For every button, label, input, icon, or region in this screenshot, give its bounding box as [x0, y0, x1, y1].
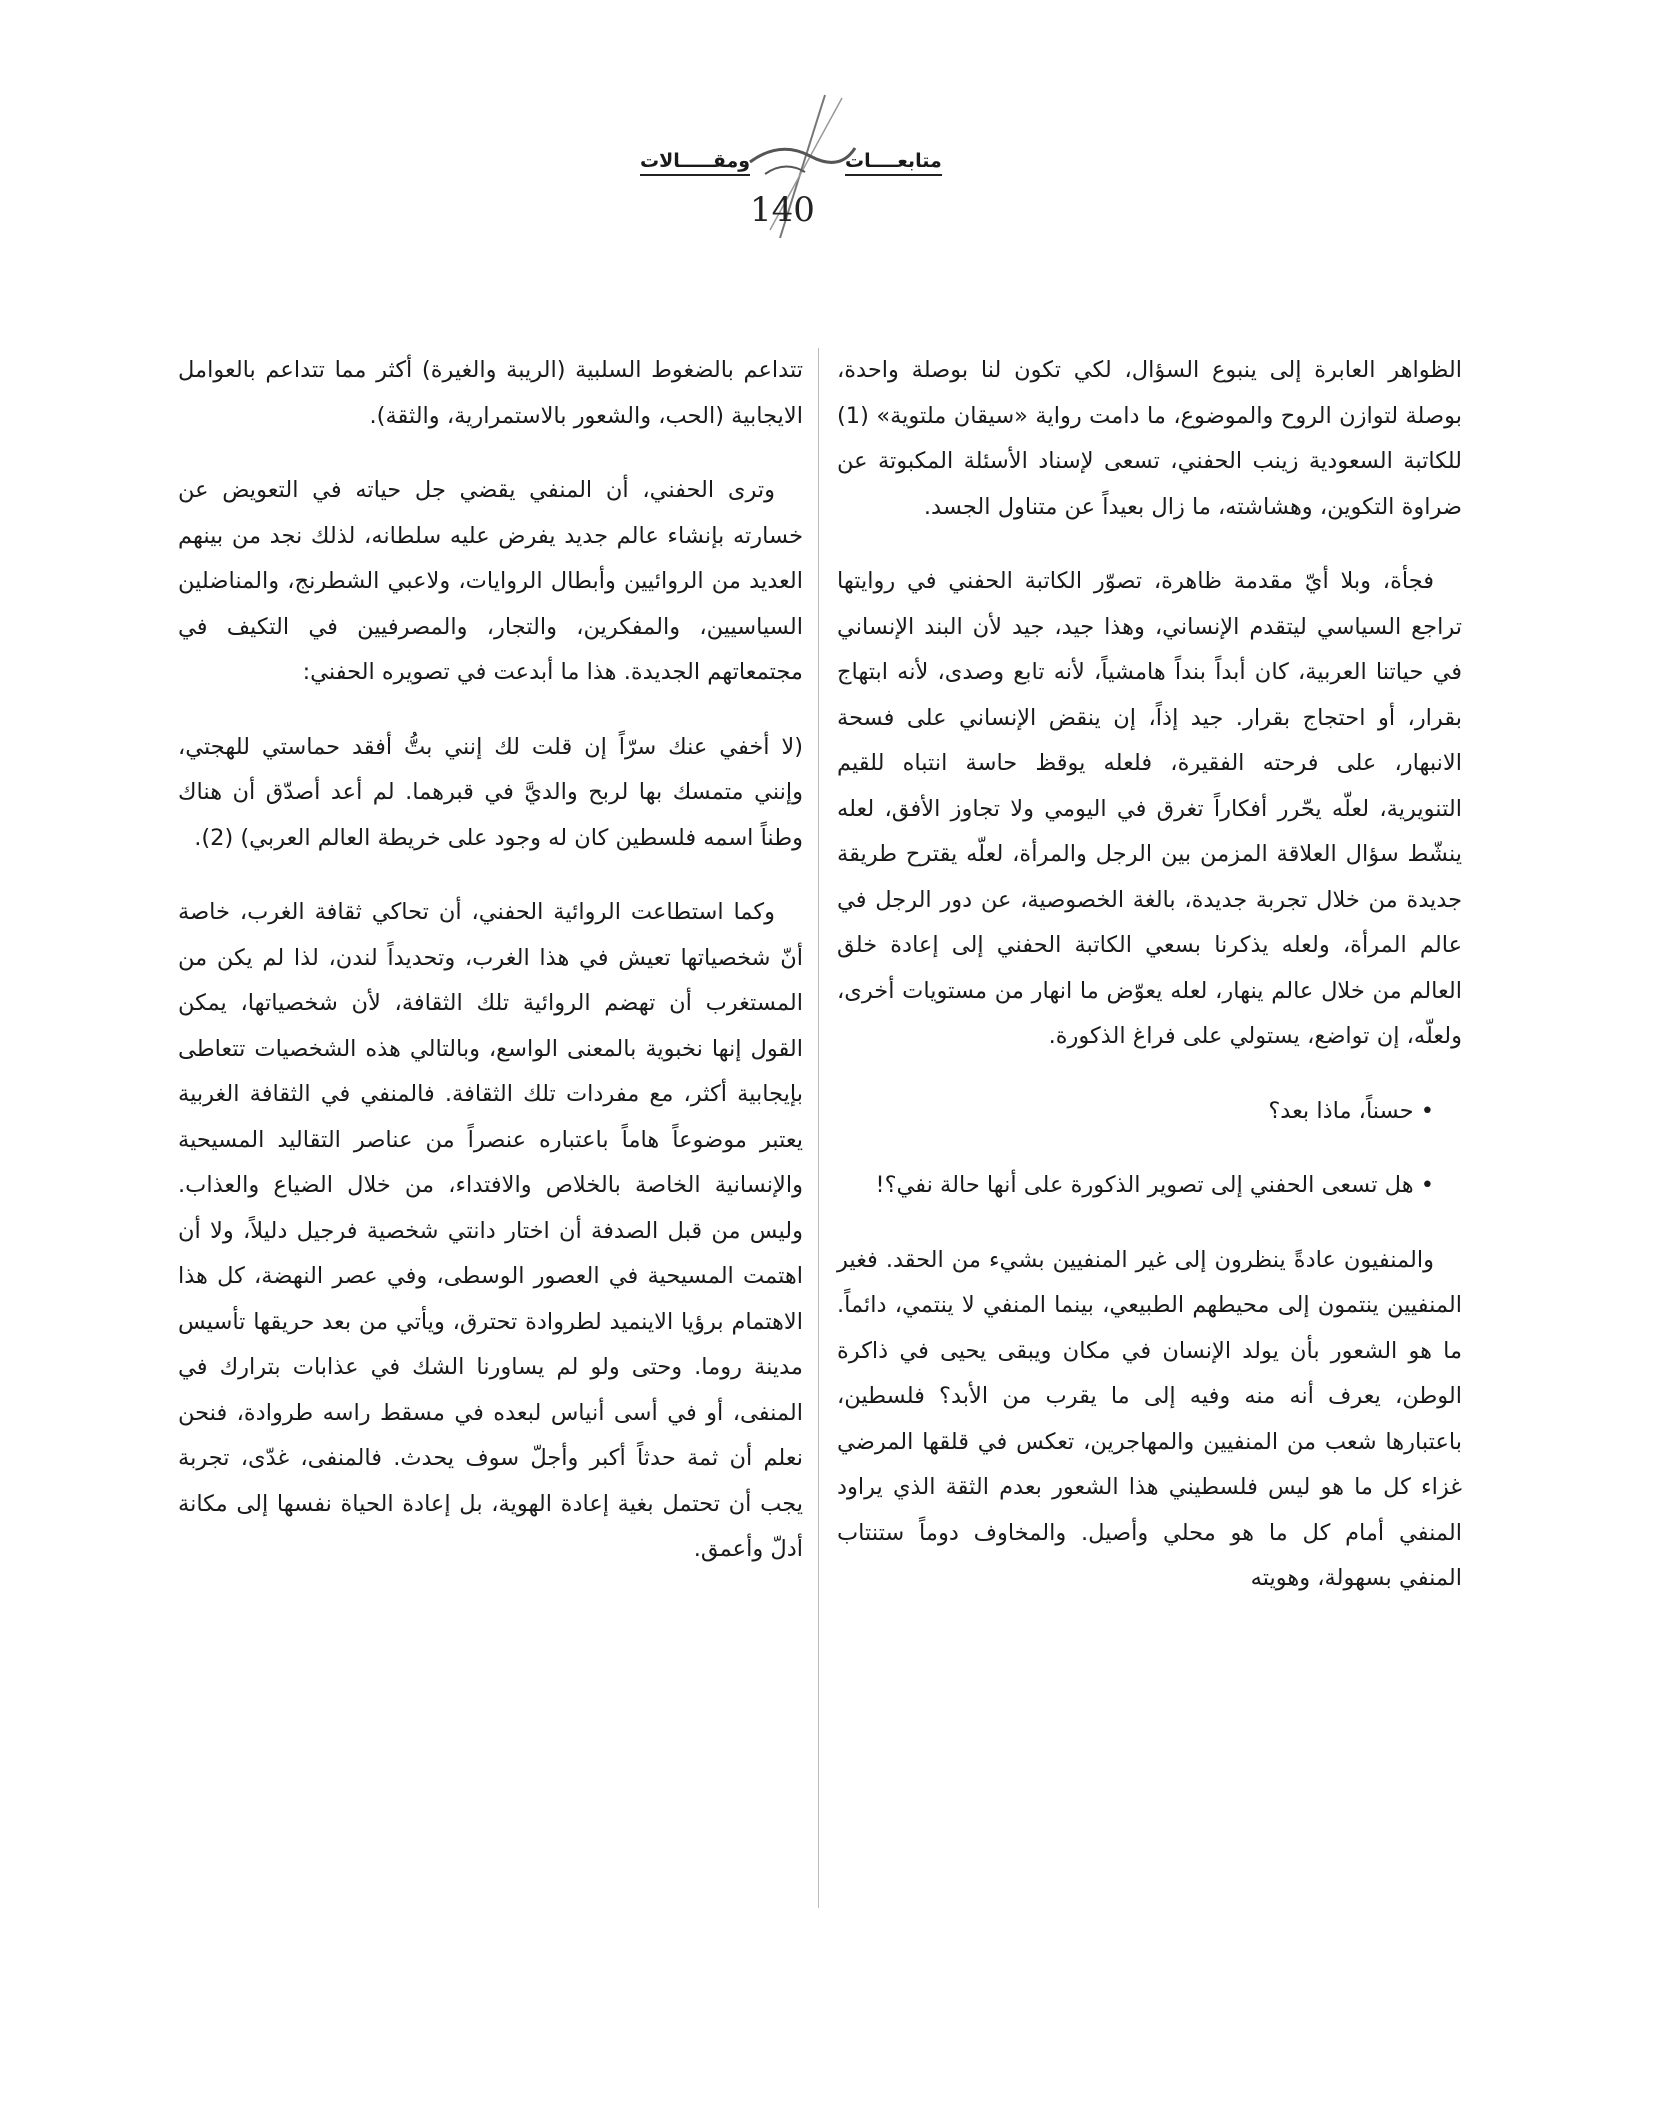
- paragraph: تتداعم بالضغوط السلبية (الريبة والغيرة) أكثر مما تتداعم بالعوامل الايجابية (الحب، والشعور بالاستمرارية، والثقة).: [178, 357, 803, 429]
- paragraph: وترى الحفني، أن المنفي يقضي جل حياته في التعويض عن خسارته بإنشاء عالم جديد يفرض عليه سلطانه، لذلك نجد من بينهم العديد من الروائيين وأبطال الروايات، ولاعبي الشطرنج، والمناضلين السياسيين، والمفكرين، والتجار، والمصرفيين في التكيف في مجتمعاتهم الجديدة. هذا ما أبدعت في تصويره الحفني:: [178, 477, 803, 685]
- paragraph: • هل تسعى الحفني إلى تصوير الذكورة على أنها حالة نفي؟!: [875, 1172, 1434, 1198]
- quote-paragraph: (لا أخفي عنك سرّاً إن قلت لك إنني بتُّ أفقد حماستي للهجتي، وإنني متمسك بها لربح والديَّ في قبرهما. لم أعد أصدّق أن هناك وطناً اسمه فلسطين كان له وجود على خريطة العالم العربي) (2).: [178, 733, 803, 851]
- page-number: 140: [750, 190, 815, 230]
- section-title-right: متابعــــات: [845, 150, 942, 176]
- section-title-left: ومقـــــالات: [640, 150, 750, 176]
- paragraph: وكما استطاعت الروائية الحفني، أن تحاكي ثقافة الغرب، خاصة أنّ شخصياتها تعيش في هذا الغرب، وتحديداً لندن، لذا لم يكن من المستغرب أن تهضم الروائية تلك الثقافة، لأن شخصياتها، يمكن القول إنها نخبوية بالمعنى الواسع، وبالتالي هذه الشخصيات تتعاطى بإيجابية أكثر، مع مفردات تلك الثقافة. فالمنفي في الثقافة الغربية يعتبر موضوعاً هاماً باعتباره عنصراً من عناصر التقاليد المسيحية والإنسانية الخاصة بالخلاص والافتداء، من خلال الضياع والعذاب. وليس من قبل الصدفة أن اختار دانتي شخصية فرجيل دليلاً، ولا أن اهتمت المسيحية في العصور الوسطى، وفي عصر النهضة، كل هذا الاهتمام برؤيا الاينميد لطروادة تحترق، ويأتي من بعد حريقها تأسيس مدينة روما. وحتى ولو لم يساورنا الشك في عذابات بترارك في المنفى، أو في أسى أنياس لبعده في مسقط راسه طروادة، فنحن نعلم أن ثمة حدثاً أكبر وأجلّ سوف يحدث. فالمنفى، غدّى، تجربة يجب أن تحتمل بغية إعادة الهوية، بل إعادة الحياة نفسها إلى مكانة أدلّ وأعمق.: [178, 899, 803, 1562]
- article-column-right: [837, 348, 1462, 1631]
- paragraph: والمنفيون عادةً ينظرون إلى غير المنفيين بشيء من الحقد. فغير المنفيين ينتمون إلى محيطهم الطبيعي، بينما المنفي لا ينتمي، دائماً. ما هو الشعور بأن يولد الإنسان في مكان ويبقى يحيى في ذاكرة الوطن، يعرف أنه منه وفيه إلى ما يقرب من الأبد؟ فلسطين، باعتبارها شعب من المنفيين والمهاجرين، تعكس في قلقها المرضي غزاء كل ما هو ليس فلسطيني هذا الشعور بعدم الثقة الذي يراود المنفي أمام كل ما هو محلي وأصيل. والمخاوف دوماً ستنتاب المنفي بسهولة، وهويته: [837, 1246, 1462, 1591]
- paragraph: • حسناً، ماذا بعد؟: [1268, 1097, 1434, 1124]
- paragraph: الظواهر العابرة إلى ينبوع السؤال، لكي تكون لنا بوصلة واحدة، بوصلة لتوازن الروح والموضوع، ما دامت رواية «سيقان ملتوية» (1) للكاتبة السعودية زينب الحفني، تسعى لإسناد الأسئلة المكبوتة عن ضراوة التكوين، وهشاشته، ما زال بعيداً عن متناول الجسد.: [837, 357, 1462, 520]
- column-divider: [818, 348, 819, 1908]
- page-header: [600, 90, 1060, 240]
- article-column-left: [178, 348, 803, 1602]
- paragraph: فجأة، وبلا أيّ مقدمة ظاهرة، تصوّر الكاتبة الحفني في روايتها تراجع السياسي ليتقدم الإنساني، وهذا جيد، جيد لأن البند الإنساني في حياتنا العربية، كان أبداً بنداً هامشياً، لأنه تابع وصدى، لأنه ابتهاج بقرار، أو احتجاج بقرار. جيد إذاً، إن ينقض الإنساني على فسحة الانبهار، على فرحته الفقيرة، فلعله يوقظ حاسة انتباه للقيم التنويرية، لعلّه يحّرر أفكاراً تغرق في اليومي ولا تجاوز الأفق، لعله ينشّط سؤال العلاقة المزمن بين الرجل والمرأة، لعلّه يقترح طريقة جديدة من خلال تجربة جديدة، بالغة الخصوصية، عن دور الرجل في عالم المرأة، ولعله يذكرنا بسعي الكاتبة الحفني إلى إعادة خلق العالم من خلال عالم ينهار، لعله يعوّض ما انهار من مستويات أخرى، ولعلّه، إن تواضع، يستولي على فراغ الذكورة.: [837, 568, 1462, 1049]
